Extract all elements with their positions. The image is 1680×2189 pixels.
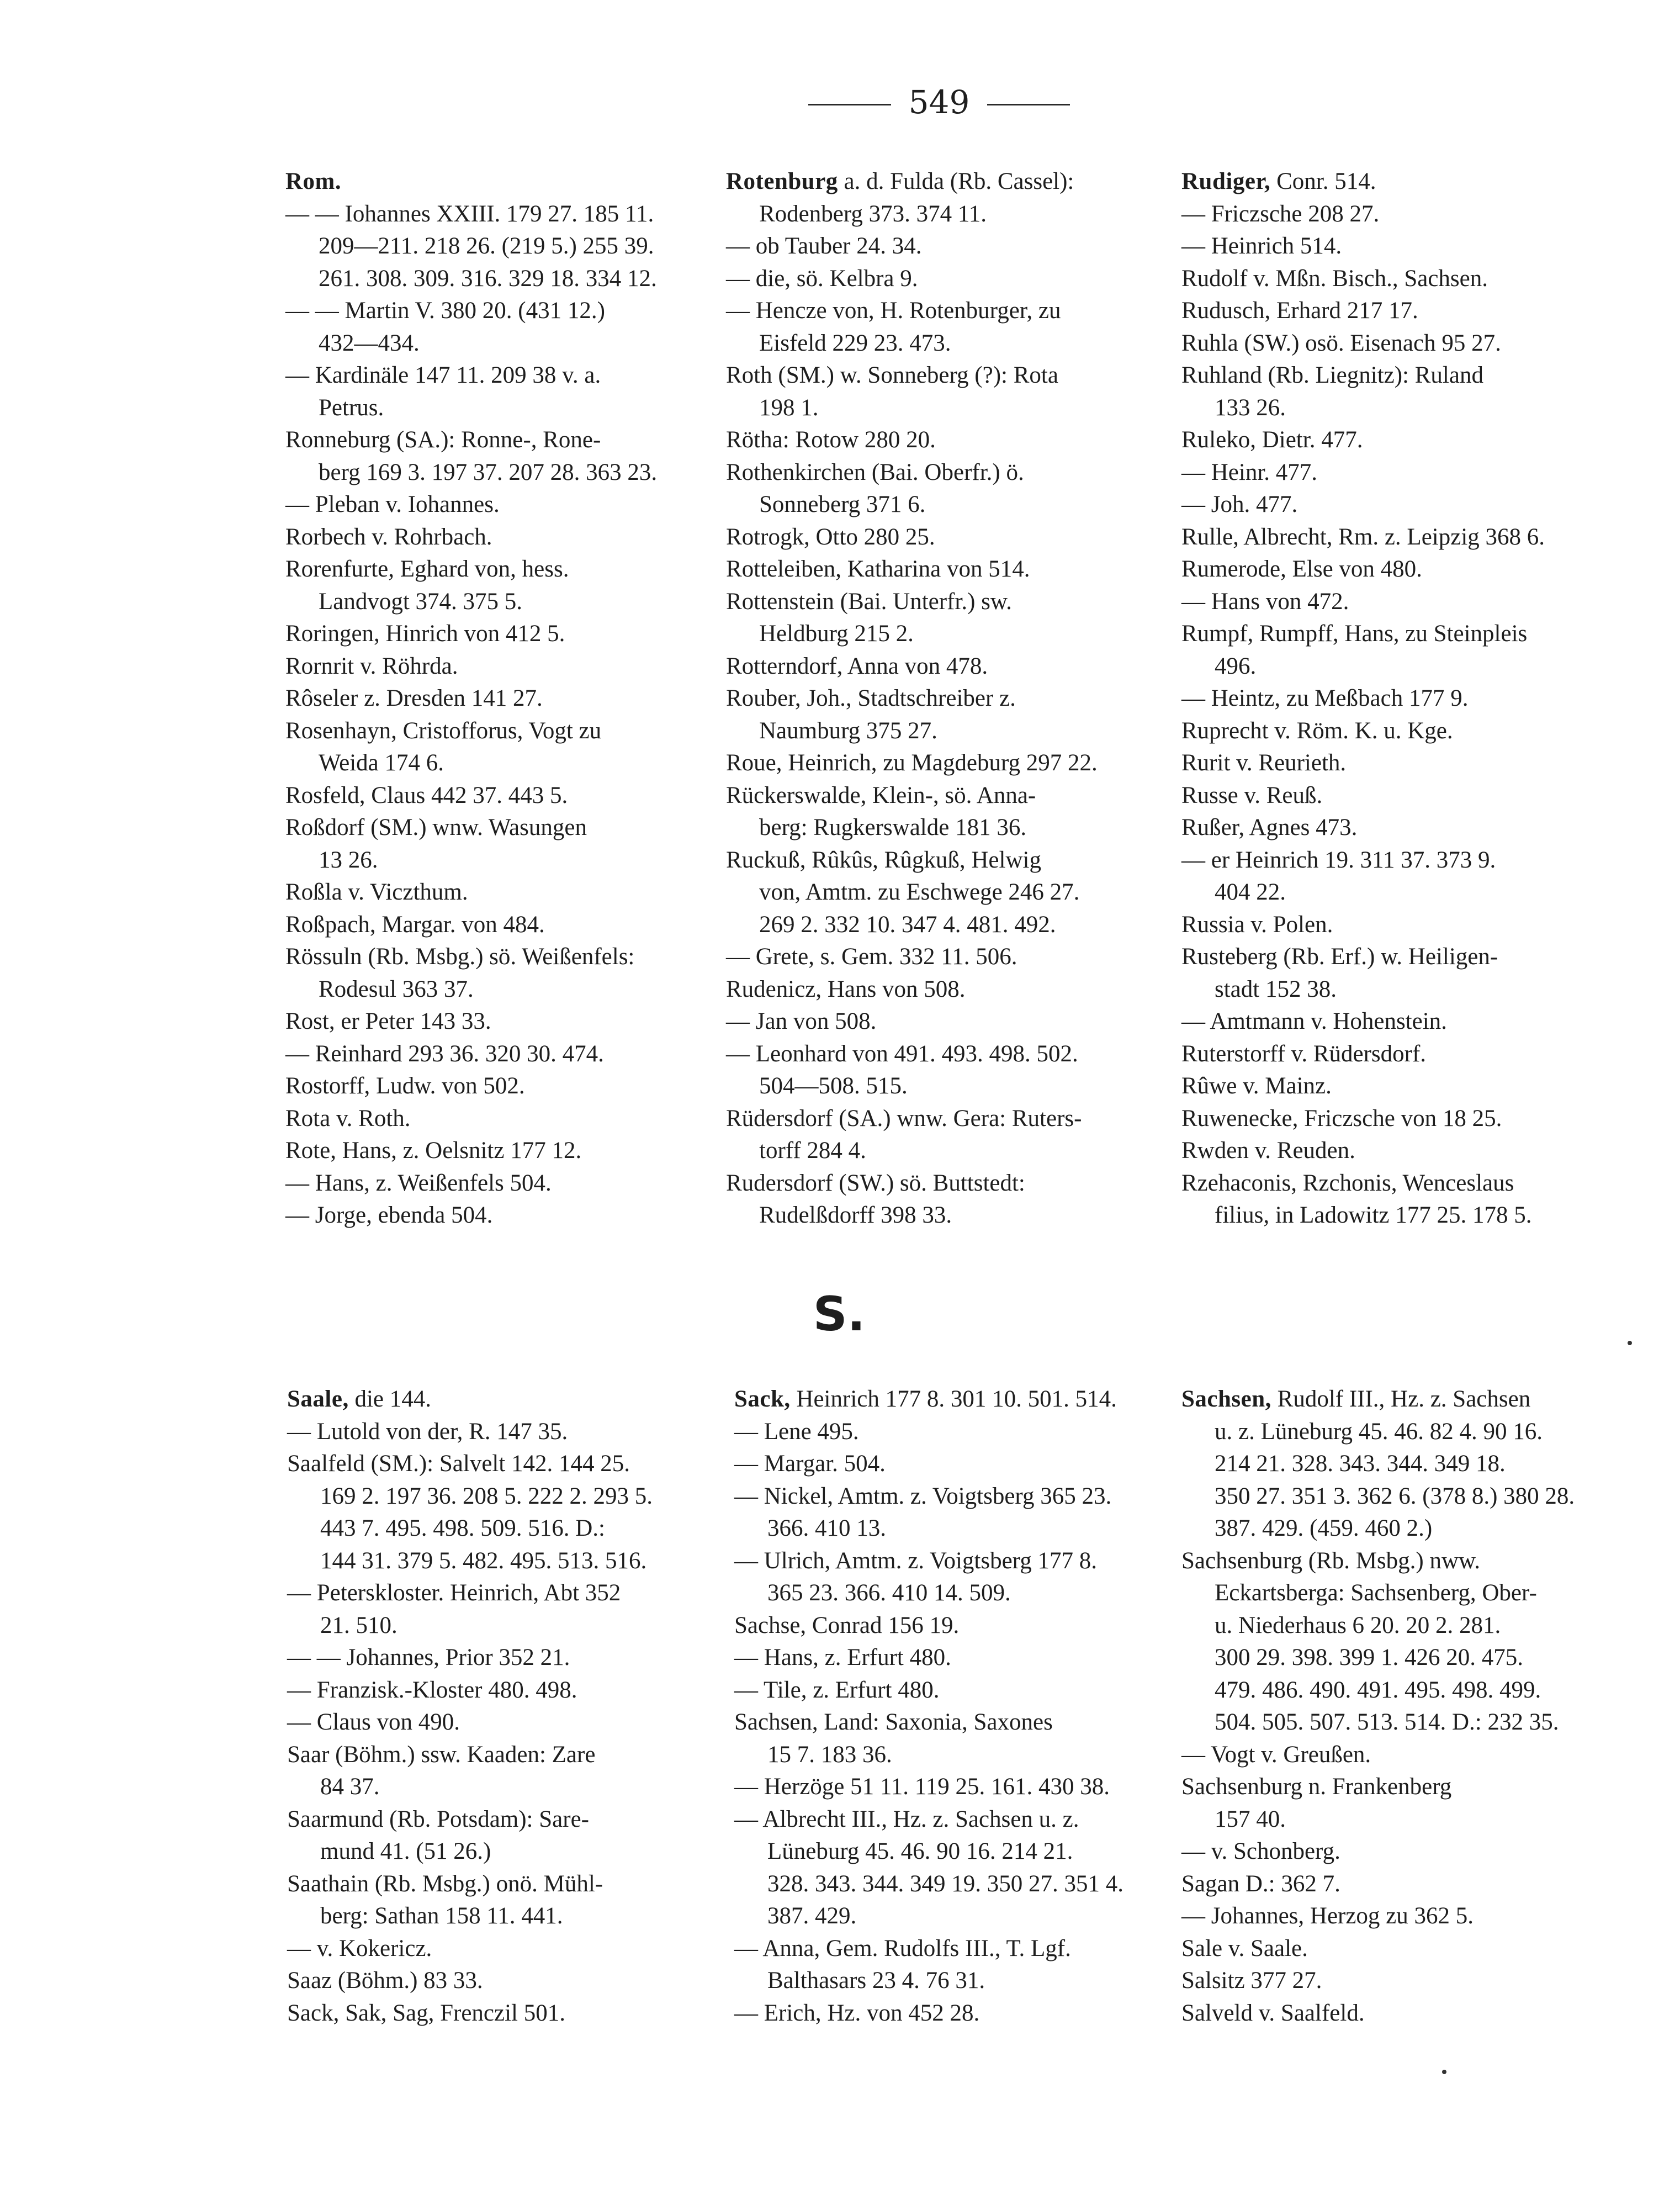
entry-line: Sachsen, Land: Saxonia, Saxones bbox=[734, 1709, 1053, 1735]
entry-continuation-line: 387. 429. bbox=[767, 1903, 857, 1929]
entry-continuation-line: Weida 174 6. bbox=[319, 750, 444, 776]
index-entry bbox=[287, 1706, 718, 1739]
entry-line: — v. Schonberg. bbox=[1181, 1838, 1340, 1864]
right-rule bbox=[987, 104, 1070, 105]
entry-headword: Sack, bbox=[734, 1386, 791, 1412]
index-entry bbox=[285, 553, 755, 618]
entry-line: Rusteberg (Rb. Erf.) w. Heiligen- bbox=[1181, 944, 1498, 970]
index-entry bbox=[285, 941, 755, 1006]
entry-line: Ruckuß, Rûkûs, Rûgkuß, Helwig bbox=[726, 847, 1041, 873]
index-entry bbox=[1181, 780, 1612, 812]
entry-continuation-line: 269 2. 332 10. 347 4. 481. 492. bbox=[759, 911, 1056, 938]
entry-line: Rumpf, Rumpff, Hans, zu Steinpleis bbox=[1181, 621, 1528, 647]
index-entry bbox=[726, 166, 1146, 230]
entry-line: Rouber, Joh., Stadtschreiber z. bbox=[726, 685, 1016, 711]
bottom-column-3 bbox=[1181, 1383, 1612, 2029]
index-entry bbox=[285, 1006, 755, 1038]
entry-line: Sachsenburg (Rb. Msbg.) nww. bbox=[1181, 1547, 1481, 1574]
entry-headword: Rudiger, bbox=[1181, 168, 1271, 194]
index-entry bbox=[285, 1199, 755, 1232]
index-entry bbox=[1181, 457, 1612, 489]
entry-continuation-line: Lüneburg 45. 46. 90 16. 214 21. bbox=[767, 1838, 1073, 1864]
index-entry bbox=[1181, 1739, 1612, 1772]
entry-continuation-line: 300 29. 398. 399 1. 426 20. 475. bbox=[1215, 1645, 1523, 1670]
entry-line: Rôseler z. Dresden 141 27. bbox=[285, 685, 543, 711]
entry-line: Rorenfurte, Eghard von, hess. bbox=[285, 556, 569, 582]
entry-continuation-line: 84 37. bbox=[320, 1774, 380, 1800]
index-entry bbox=[1181, 1545, 1612, 1739]
entry-line: Rothenkirchen (Bai. Oberfr.) ö. bbox=[726, 459, 1024, 485]
entry-line: Rostorff, Ludw. von 502. bbox=[285, 1073, 525, 1099]
entry-line: Sale v. Saale. bbox=[1181, 1935, 1308, 1961]
entry-line: — Reinhard 293 36. 320 30. 474. bbox=[285, 1040, 604, 1067]
entry-line: — Heinrich 514. bbox=[1181, 233, 1342, 259]
entry-line: — er Heinrich 19. 311 37. 373 9. bbox=[1181, 847, 1496, 873]
index-entry bbox=[734, 1642, 1165, 1674]
entry-text: Conr. 514. bbox=[1270, 168, 1376, 194]
index-entry bbox=[734, 1481, 1165, 1545]
entry-line: Roue, Heinrich, zu Magdeburg 297 22. bbox=[726, 750, 1098, 776]
entry-continuation-line: 209—211. 218 26. (219 5.) 255 39. bbox=[319, 233, 654, 259]
entry-line: — Margar. 504. bbox=[734, 1451, 886, 1477]
index-entry bbox=[1181, 230, 1612, 263]
index-entry bbox=[734, 1804, 1165, 1933]
index-entry bbox=[287, 1642, 718, 1674]
index-entry bbox=[1181, 683, 1612, 715]
index-entry bbox=[285, 198, 755, 295]
entry-line: Rûwe v. Mainz. bbox=[1181, 1073, 1332, 1099]
entry-line: — Hans von 472. bbox=[1181, 588, 1349, 615]
top-column-1 bbox=[285, 166, 755, 1232]
entry-line: — Franzisk.-Kloster 480. 498. bbox=[287, 1677, 577, 1703]
entry-line: Salveld v. Saalfeld. bbox=[1181, 2000, 1365, 2026]
index-entry bbox=[1181, 521, 1612, 554]
index-entry bbox=[1181, 1006, 1612, 1038]
index-entry bbox=[1181, 295, 1612, 327]
entry-line: Ruwenecke, Friczsche von 18 25. bbox=[1181, 1105, 1502, 1131]
index-entry bbox=[285, 651, 755, 683]
entry-line: Roringen, Hinrich von 412 5. bbox=[285, 621, 565, 647]
index-entry bbox=[285, 812, 755, 876]
index-entry bbox=[726, 974, 1146, 1006]
entry-continuation-line: 261. 308. 309. 316. 329 18. 334 12. bbox=[319, 265, 657, 292]
entry-line: Roth (SM.) w. Sonneberg (?): Rota bbox=[726, 362, 1058, 388]
index-entry bbox=[726, 424, 1146, 457]
index-entry bbox=[1181, 1103, 1612, 1135]
entry-line: Rost, er Peter 143 33. bbox=[285, 1008, 491, 1034]
index-entry bbox=[285, 521, 755, 554]
index-entry bbox=[726, 457, 1146, 521]
entry-line: — Ulrich, Amtm. z. Voigtsberg 177 8. bbox=[734, 1547, 1097, 1574]
entry-line: — Lutold von der, R. 147 35. bbox=[287, 1418, 568, 1445]
entry-line: Rotrogk, Otto 280 25. bbox=[726, 524, 935, 550]
entry-continuation-line: 479. 486. 490. 491. 495. 498. 499. bbox=[1215, 1677, 1541, 1703]
index-entry bbox=[726, 683, 1146, 747]
print-speck bbox=[1442, 2070, 1446, 2074]
index-entry bbox=[285, 715, 755, 780]
bottom-column-1 bbox=[287, 1383, 718, 2029]
entry-line: Rötha: Rotow 280 20. bbox=[726, 427, 936, 453]
entry-line: — Hans, z. Weißenfels 504. bbox=[285, 1170, 552, 1196]
index-entry bbox=[734, 1610, 1165, 1642]
entry-line: Saathain (Rb. Msbg.) onö. Mühl- bbox=[287, 1870, 603, 1897]
index-entry bbox=[287, 1383, 718, 1416]
entry-line: — — Martin V. 380 20. (431 12.) bbox=[285, 298, 605, 324]
entry-line: — Friczsche 208 27. bbox=[1181, 200, 1380, 227]
index-entry bbox=[1181, 1933, 1612, 1965]
entry-line: Rotteleiben, Katharina von 514. bbox=[726, 556, 1030, 582]
entry-line: — Albrecht III., Hz. z. Sachsen u. z. bbox=[734, 1806, 1079, 1832]
entry-line: Roßpach, Margar. von 484. bbox=[285, 911, 545, 938]
page-number-header bbox=[785, 83, 1094, 121]
index-entry bbox=[1181, 1167, 1612, 1232]
entry-line: Saarmund (Rb. Potsdam): Sare- bbox=[287, 1806, 589, 1832]
index-entry bbox=[726, 1167, 1146, 1232]
index-entry bbox=[285, 295, 755, 359]
entry-line: — Erich, Hz. von 452 28. bbox=[734, 2000, 980, 2026]
entry-continuation-line: 504. 505. 507. 513. 514. D.: 232 35. bbox=[1215, 1709, 1559, 1735]
index-entry bbox=[1181, 1965, 1612, 1997]
index-entry bbox=[287, 1577, 718, 1642]
entry-text: Heinrich 177 8. 301 10. 501. 514. bbox=[790, 1386, 1117, 1412]
index-entry bbox=[1181, 1900, 1612, 1933]
index-entry bbox=[734, 1674, 1165, 1707]
entry-line: Rote, Hans, z. Oelsnitz 177 12. bbox=[285, 1138, 582, 1164]
index-entry bbox=[1181, 941, 1612, 1006]
entry-headword: Rom. bbox=[285, 168, 342, 194]
entry-line: — — Iohannes XXIII. 179 27. 185 11. bbox=[285, 200, 654, 227]
entry-line: Rota v. Roth. bbox=[285, 1105, 411, 1131]
index-entry bbox=[1181, 424, 1612, 457]
index-entry bbox=[1181, 1868, 1612, 1901]
index-entry bbox=[726, 521, 1146, 554]
entry-continuation-line: Landvogt 374. 375 5. bbox=[319, 588, 523, 615]
index-entry bbox=[285, 359, 755, 424]
entry-continuation-line: u. z. Lüneburg 45. 46. 82 4. 90 16. bbox=[1215, 1418, 1543, 1445]
entry-continuation-line: 387. 429. (459. 460 2.) bbox=[1215, 1515, 1433, 1541]
entry-continuation-line: berg: Rugkerswalde 181 36. bbox=[759, 815, 1027, 840]
entry-line: Ronneburg (SA.): Ronne-, Rone- bbox=[285, 427, 601, 453]
entry-line: Rosenhayn, Cristofforus, Vogt zu bbox=[285, 717, 602, 744]
entry-line: — Herzöge 51 11. 119 25. 161. 430 38. bbox=[734, 1774, 1110, 1800]
entry-headword: Sachsen, bbox=[1181, 1386, 1271, 1412]
top-column-3 bbox=[1181, 166, 1612, 1232]
entry-line: Rössuln (Rb. Msbg.) sö. Weißenfels: bbox=[285, 944, 635, 970]
index-entry bbox=[1181, 586, 1612, 618]
entry-line: — Pleban v. Iohannes. bbox=[285, 491, 500, 517]
index-entry bbox=[287, 1448, 718, 1577]
index-entry bbox=[285, 780, 755, 812]
index-entry bbox=[734, 1545, 1165, 1610]
index-entry bbox=[1181, 1135, 1612, 1167]
entry-line: Salsitz 377 27. bbox=[1181, 1968, 1322, 1994]
entry-line: — Hans, z. Erfurt 480. bbox=[734, 1645, 951, 1670]
left-rule bbox=[808, 104, 891, 105]
entry-continuation-line: u. Niederhaus 6 20. 20 2. 281. bbox=[1215, 1612, 1501, 1638]
index-entry bbox=[726, 359, 1146, 424]
entry-line: — Heintz, zu Meßbach 177 9. bbox=[1181, 685, 1469, 711]
index-entry bbox=[1181, 812, 1612, 844]
entry-continuation-line: 366. 410 13. bbox=[767, 1515, 886, 1541]
entry-continuation-line: Naumburg 375 27. bbox=[759, 717, 937, 744]
index-entry bbox=[285, 1070, 755, 1103]
entry-continuation-line: 328. 343. 344. 349 19. 350 27. 351 4. bbox=[767, 1870, 1123, 1897]
index-entry bbox=[726, 586, 1146, 651]
entry-headword: Saale, bbox=[287, 1386, 349, 1412]
entry-line: — Peterskloster. Heinrich, Abt 352 bbox=[287, 1580, 621, 1606]
entry-continuation-line: Rodenberg 373. 374 11. bbox=[759, 200, 987, 227]
entry-line: Rudenicz, Hans von 508. bbox=[726, 976, 966, 1002]
entry-line: — Nickel, Amtm. z. Voigtsberg 365 23. bbox=[734, 1483, 1112, 1509]
index-entry bbox=[1181, 747, 1612, 780]
entry-continuation-line: 350 27. 351 3. 362 6. (378 8.) 380 28. bbox=[1215, 1483, 1575, 1509]
index-entry bbox=[287, 1416, 718, 1448]
index-entry bbox=[726, 1006, 1146, 1038]
index-entry bbox=[1181, 715, 1612, 748]
entry-continuation-line: 13 26. bbox=[319, 847, 378, 873]
index-entry bbox=[1181, 198, 1612, 231]
index-entry bbox=[726, 1038, 1146, 1103]
index-entry bbox=[1181, 1383, 1612, 1545]
entry-line: Rußer, Agnes 473. bbox=[1181, 815, 1358, 840]
entry-line: — Joh. 477. bbox=[1181, 491, 1298, 517]
entry-line: — Lene 495. bbox=[734, 1418, 859, 1445]
entry-continuation-line: 443 7. 495. 498. 509. 516. D.: bbox=[320, 1515, 605, 1541]
entry-continuation-line: von, Amtm. zu Eschwege 246 27. bbox=[759, 879, 1080, 905]
entry-line: Saalfeld (SM.): Salvelt 142. 144 25. bbox=[287, 1451, 630, 1477]
entry-continuation-line: 496. bbox=[1215, 653, 1257, 679]
entry-line: Rudusch, Erhard 217 17. bbox=[1181, 298, 1418, 324]
entry-line: — Jorge, ebenda 504. bbox=[285, 1202, 493, 1228]
entry-text: Rudolf III., Hz. z. Sachsen bbox=[1271, 1386, 1531, 1412]
entry-line: Sack, Sak, Sag, Frenczil 501. bbox=[287, 2000, 565, 2026]
entry-continuation-line: 404 22. bbox=[1215, 879, 1286, 905]
entry-line: Ruhland (Rb. Liegnitz): Ruland bbox=[1181, 362, 1483, 388]
index-entry bbox=[1181, 166, 1612, 198]
entry-line: — Anna, Gem. Rudolfs III., T. Lgf. bbox=[734, 1935, 1071, 1961]
entry-line: Rurit v. Reurieth. bbox=[1181, 750, 1347, 776]
entry-continuation-line: 133 26. bbox=[1215, 394, 1286, 421]
entry-continuation-line: mund 41. (51 26.) bbox=[320, 1838, 491, 1864]
entry-line: Rornrit v. Röhrda. bbox=[285, 653, 458, 679]
entry-headword: Rotenburg bbox=[726, 168, 838, 194]
entry-line: Russia v. Polen. bbox=[1181, 911, 1333, 938]
entry-continuation-line: 214 21. 328. 343. 344. 349 18. bbox=[1215, 1451, 1506, 1477]
entry-continuation-line: Eckartsberga: Sachsenberg, Ober- bbox=[1215, 1580, 1537, 1606]
index-entry bbox=[726, 295, 1146, 359]
entry-line: — Johannes, Herzog zu 362 5. bbox=[1181, 1903, 1474, 1929]
entry-line: Rotterndorf, Anna von 478. bbox=[726, 653, 988, 679]
entry-line: Rwden v. Reuden. bbox=[1181, 1138, 1355, 1164]
index-entry bbox=[726, 941, 1146, 974]
entry-continuation-line: Petrus. bbox=[319, 394, 384, 421]
index-entry bbox=[734, 1448, 1165, 1481]
entry-line: Russe v. Reuß. bbox=[1181, 782, 1323, 808]
entry-line: Rulle, Albrecht, Rm. z. Leipzig 368 6. bbox=[1181, 524, 1545, 550]
top-column-2 bbox=[726, 166, 1146, 1232]
entry-line: Sachsenburg n. Frankenberg bbox=[1181, 1774, 1452, 1800]
entry-line: — Jan von 508. bbox=[726, 1008, 877, 1034]
entry-line: Roßla v. Viczthum. bbox=[285, 879, 468, 905]
index-entry bbox=[287, 1868, 718, 1933]
entry-line: — Heinr. 477. bbox=[1181, 459, 1318, 485]
entry-continuation-line: 198 1. bbox=[759, 394, 819, 421]
entry-continuation-line: Balthasars 23 4. 76 31. bbox=[767, 1968, 985, 1994]
entry-line: Rumerode, Else von 480. bbox=[1181, 556, 1422, 582]
entry-continuation-line: Eisfeld 229 23. 473. bbox=[759, 330, 951, 356]
index-entry bbox=[726, 263, 1146, 295]
entry-continuation-line: 169 2. 197 36. 208 5. 222 2. 293 5. bbox=[320, 1483, 653, 1509]
entry-line: — die, sö. Kelbra 9. bbox=[726, 265, 918, 292]
entry-continuation-line: 15 7. 183 36. bbox=[767, 1741, 892, 1768]
entry-line: Rückerswalde, Klein-, sö. Anna- bbox=[726, 782, 1036, 808]
index-entry bbox=[1181, 359, 1612, 424]
index-entry bbox=[1181, 618, 1612, 683]
entry-continuation-line: filius, in Ladowitz 177 25. 178 5. bbox=[1215, 1202, 1532, 1228]
entry-continuation-line: Sonneberg 371 6. bbox=[759, 491, 926, 517]
entry-continuation-line: berg 169 3. 197 37. 207 28. 363 23. bbox=[319, 459, 658, 485]
index-entry bbox=[726, 230, 1146, 263]
section-letter: S. bbox=[813, 1287, 866, 1342]
index-entry bbox=[1181, 844, 1612, 909]
bottom-column-2 bbox=[734, 1383, 1165, 2029]
page-number: 549 bbox=[908, 83, 970, 121]
index-entry bbox=[285, 876, 755, 909]
index-entry bbox=[285, 909, 755, 942]
entry-line: Rzehaconis, Rzchonis, Wenceslaus bbox=[1181, 1170, 1514, 1196]
entry-line: — Kardinäle 147 11. 209 38 v. a. bbox=[285, 362, 601, 388]
index-entry bbox=[287, 1933, 718, 1965]
entry-line: — Tile, z. Erfurt 480. bbox=[734, 1677, 940, 1703]
index-entry bbox=[726, 1103, 1146, 1167]
entry-line: Saar (Böhm.) ssw. Kaaden: Zare bbox=[287, 1741, 596, 1768]
entry-text: die 144. bbox=[348, 1386, 431, 1412]
entry-line: Rosfeld, Claus 442 37. 443 5. bbox=[285, 782, 568, 808]
entry-continuation-line: 157 40. bbox=[1215, 1806, 1286, 1832]
index-entry bbox=[1181, 1997, 1612, 2030]
index-entry bbox=[734, 1933, 1165, 1997]
index-entry bbox=[726, 747, 1146, 780]
index-entry bbox=[285, 1038, 755, 1071]
index-entry bbox=[285, 424, 755, 489]
index-entry bbox=[734, 1416, 1165, 1448]
entry-line: — Amtmann v. Hohenstein. bbox=[1181, 1008, 1447, 1034]
print-speck bbox=[1628, 1341, 1632, 1345]
index-entry bbox=[1181, 263, 1612, 295]
entry-line: Saaz (Böhm.) 83 33. bbox=[287, 1968, 483, 1994]
entry-line: — Grete, s. Gem. 332 11. 506. bbox=[726, 944, 1017, 970]
index-entry bbox=[1181, 1836, 1612, 1868]
index-entry bbox=[285, 166, 755, 198]
index-entry bbox=[734, 1771, 1165, 1804]
entry-line: — — Johannes, Prior 352 21. bbox=[287, 1645, 570, 1670]
index-entry bbox=[1181, 909, 1612, 942]
entry-continuation-line: 144 31. 379 5. 482. 495. 513. 516. bbox=[320, 1547, 647, 1574]
index-entry bbox=[285, 683, 755, 715]
entry-line: Rüdersdorf (SA.) wnw. Gera: Ruters- bbox=[726, 1105, 1082, 1131]
entry-line: Ruprecht v. Röm. K. u. Kge. bbox=[1181, 717, 1453, 744]
index-entry bbox=[285, 489, 755, 521]
entry-line: — Leonhard von 491. 493. 498. 502. bbox=[726, 1040, 1078, 1067]
entry-continuation-line: berg: Sathan 158 11. 441. bbox=[320, 1903, 563, 1929]
entry-continuation-line: Heldburg 215 2. bbox=[759, 621, 914, 647]
index-entry bbox=[726, 553, 1146, 586]
index-entry bbox=[287, 1997, 718, 2030]
index-entry bbox=[285, 1167, 755, 1200]
index-entry bbox=[726, 780, 1146, 844]
index-entry bbox=[1181, 553, 1612, 586]
entry-line: Rorbech v. Rohrbach. bbox=[285, 524, 492, 550]
index-entry bbox=[285, 618, 755, 651]
entry-line: Ruleko, Dietr. 477. bbox=[1181, 427, 1363, 453]
index-entry bbox=[734, 1383, 1165, 1416]
entry-continuation-line: 432—434. bbox=[319, 330, 420, 356]
entry-continuation-line: torff 284 4. bbox=[759, 1138, 866, 1164]
entry-line: — Hencze von, H. Rotenburger, zu bbox=[726, 298, 1061, 324]
index-entry bbox=[1181, 1038, 1612, 1071]
index-entry bbox=[1181, 1771, 1612, 1836]
entry-continuation-line: 21. 510. bbox=[320, 1612, 398, 1638]
entry-continuation-line: stadt 152 38. bbox=[1215, 976, 1337, 1002]
entry-line: Sachse, Conrad 156 19. bbox=[734, 1612, 960, 1638]
index-entry bbox=[285, 1135, 755, 1167]
index-entry bbox=[285, 1103, 755, 1135]
entry-line: Ruhla (SW.) osö. Eisenach 95 27. bbox=[1181, 330, 1501, 356]
entry-line: Rottenstein (Bai. Unterfr.) sw. bbox=[726, 588, 1012, 615]
entry-line: Rudolf v. Mßn. Bisch., Sachsen. bbox=[1181, 265, 1488, 292]
entry-line: Ruterstorff v. Rüdersdorf. bbox=[1181, 1040, 1427, 1067]
index-entry bbox=[287, 1965, 718, 1997]
index-entry bbox=[287, 1674, 718, 1707]
entry-continuation-line: 365 23. 366. 410 14. 509. bbox=[767, 1580, 1011, 1606]
index-entry bbox=[734, 1997, 1165, 2030]
index-entry bbox=[1181, 327, 1612, 360]
entry-text: a. d. Fulda (Rb. Cassel): bbox=[838, 168, 1074, 194]
entry-continuation-line: Rudelßdorff 398 33. bbox=[759, 1202, 952, 1228]
entry-continuation-line: 504—508. 515. bbox=[759, 1073, 908, 1099]
entry-line: — Vogt v. Greußen. bbox=[1181, 1741, 1371, 1768]
entry-line: — Claus von 490. bbox=[287, 1709, 460, 1735]
index-entry bbox=[726, 651, 1146, 683]
index-entry bbox=[1181, 489, 1612, 521]
entry-line: Roßdorf (SM.) wnw. Wasungen bbox=[285, 815, 587, 840]
entry-line: Sagan D.: 362 7. bbox=[1181, 1870, 1340, 1897]
index-entry bbox=[287, 1739, 718, 1804]
index-entry bbox=[726, 844, 1146, 942]
entry-line: Rudersdorf (SW.) sö. Buttstedt: bbox=[726, 1170, 1025, 1196]
index-entry bbox=[1181, 1070, 1612, 1103]
entry-line: — ob Tauber 24. 34. bbox=[726, 233, 922, 259]
index-entry bbox=[734, 1706, 1165, 1771]
entry-line: — v. Kokericz. bbox=[287, 1935, 432, 1961]
index-entry bbox=[287, 1804, 718, 1868]
entry-continuation-line: Rodesul 363 37. bbox=[319, 976, 474, 1002]
